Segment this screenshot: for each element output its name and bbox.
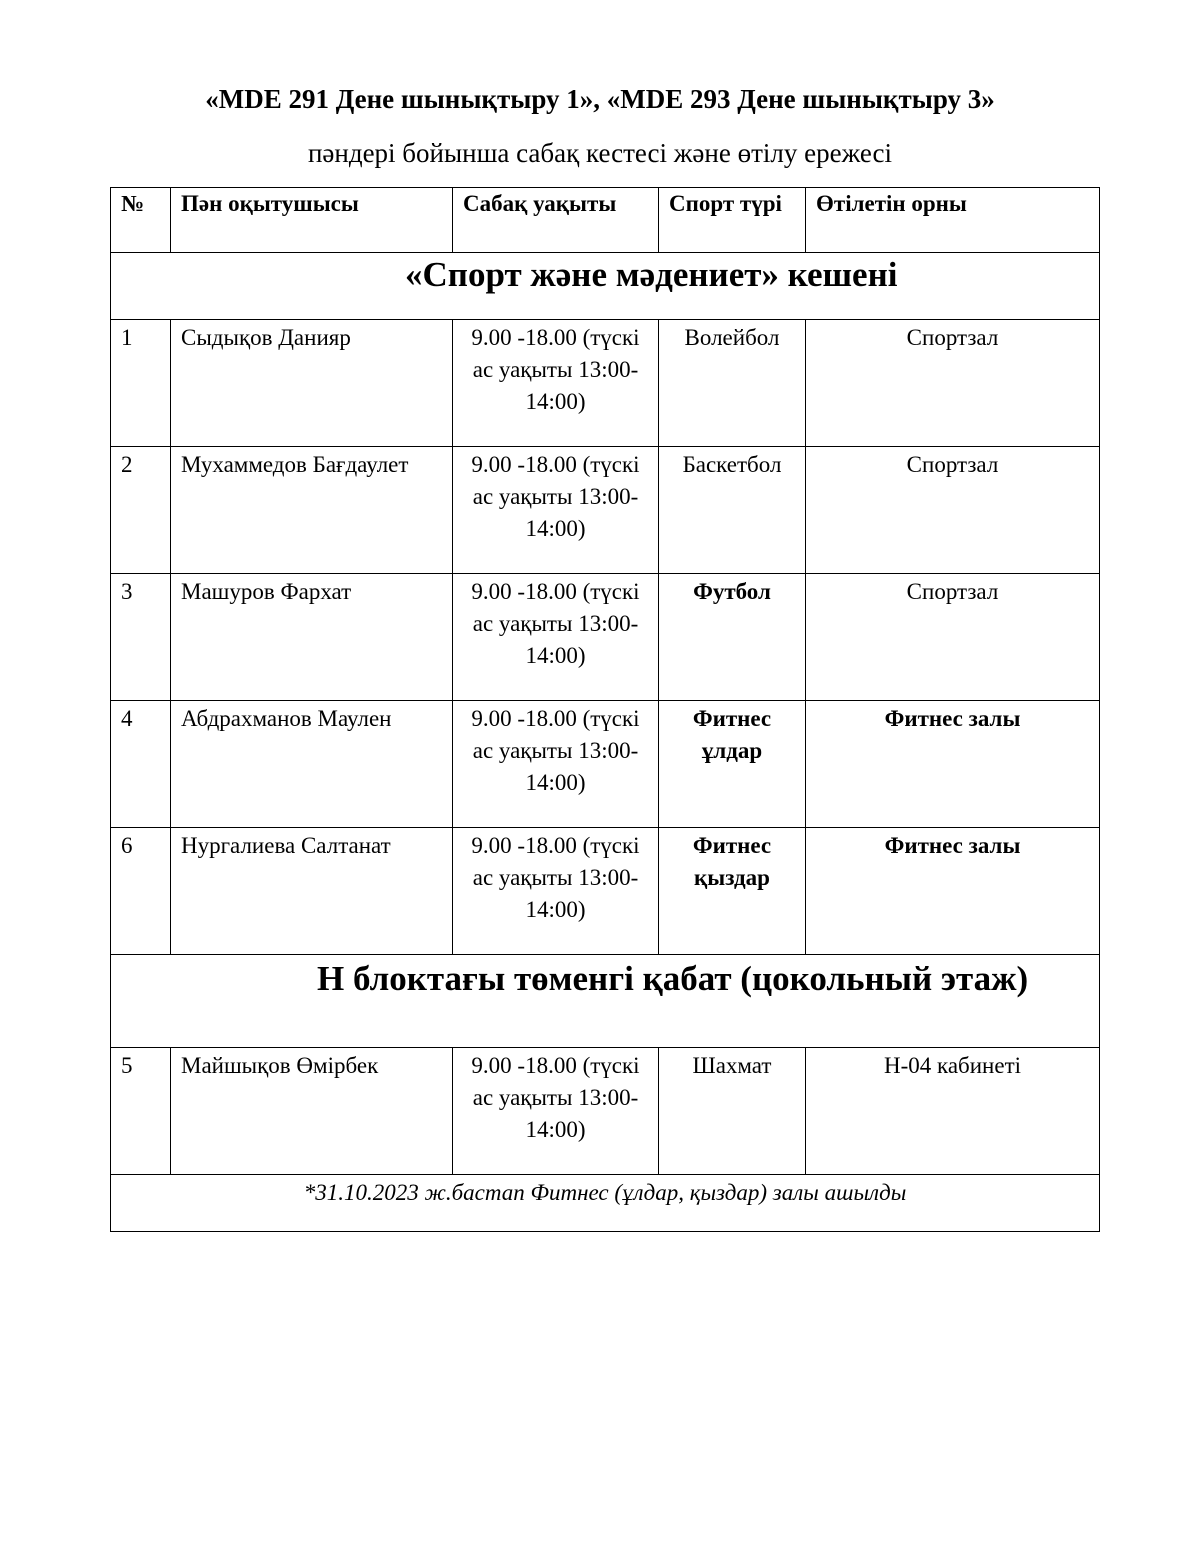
row-teacher: Сыдықов Данияр — [171, 320, 453, 447]
row-teacher: Майшықов Өмірбек — [171, 1048, 453, 1175]
row-time: 9.00 -18.00 (түскі ас уақыты 13:00-14:00) — [453, 447, 659, 574]
table-row — [111, 447, 1100, 574]
row-place: Спортзал — [806, 574, 1100, 701]
row-teacher: Мухаммедов Бағдаулет — [171, 447, 453, 574]
header-teacher: Пән оқытушысы — [171, 188, 453, 253]
row-time: 9.00 -18.00 (түскі ас уақыты 13:00-14:00) — [453, 320, 659, 447]
section-row — [111, 253, 1100, 320]
row-sport: Шахмат — [659, 1048, 806, 1175]
footnote-row — [111, 1175, 1100, 1232]
header-sport: Спорт түрі — [659, 188, 806, 253]
schedule-table — [110, 187, 1100, 1232]
row-place: Фитнес залы — [806, 828, 1100, 955]
row-sport: Фитнес ұлдар — [659, 701, 806, 828]
row-sport: Фитнес қыздар — [659, 828, 806, 955]
row-time: 9.00 -18.00 (түскі ас уақыты 13:00-14:00) — [453, 701, 659, 828]
row-time: 9.00 -18.00 (түскі ас уақыты 13:00-14:00) — [453, 1048, 659, 1175]
document-title: «MDE 291 Дене шынықтыру 1», «MDE 293 Дене шынықтыру 3» — [205, 84, 995, 114]
table-header-row — [111, 188, 1100, 253]
row-place: Н-04 кабинеті — [806, 1048, 1100, 1175]
row-sport: Футбол — [659, 574, 806, 701]
section-title-sport-complex: «Спорт және мәдениет» кешені — [405, 255, 898, 294]
row-place: Фитнес залы — [806, 701, 1100, 828]
table-row — [111, 828, 1100, 955]
row-teacher: Абдрахманов Маулен — [171, 701, 453, 828]
header-number: № — [111, 188, 171, 253]
row-place: Спортзал — [806, 320, 1100, 447]
table-row — [111, 320, 1100, 447]
header-time: Сабақ уақыты — [453, 188, 659, 253]
footnote: *31.10.2023 ж.бастап Фитнес (ұлдар, қыздар) залы ашылды — [111, 1175, 1100, 1232]
section-row — [111, 955, 1100, 1048]
row-number: 2 — [111, 447, 171, 574]
row-time: 9.00 -18.00 (түскі ас уақыты 13:00-14:00) — [453, 574, 659, 701]
row-number: 6 — [111, 828, 171, 955]
section-title-h-block: Н блоктағы төменгі қабат (цокольный этаж) — [317, 959, 1029, 998]
row-number: 1 — [111, 320, 171, 447]
row-time: 9.00 -18.00 (түскі ас уақыты 13:00-14:00) — [453, 828, 659, 955]
row-number: 3 — [111, 574, 171, 701]
header-place: Өтілетін орны — [806, 188, 1100, 253]
row-teacher: Нургалиева Салтанат — [171, 828, 453, 955]
table-row — [111, 701, 1100, 828]
row-place: Спортзал — [806, 447, 1100, 574]
row-number: 4 — [111, 701, 171, 828]
row-sport: Баскетбол — [659, 447, 806, 574]
row-number: 5 — [111, 1048, 171, 1175]
table-row — [111, 574, 1100, 701]
row-sport: Волейбол — [659, 320, 806, 447]
table-row — [111, 1048, 1100, 1175]
document-subtitle: пәндері бойынша сабақ кестесі және өтілу ережесі — [307, 138, 893, 168]
row-teacher: Машуров Фархат — [171, 574, 453, 701]
